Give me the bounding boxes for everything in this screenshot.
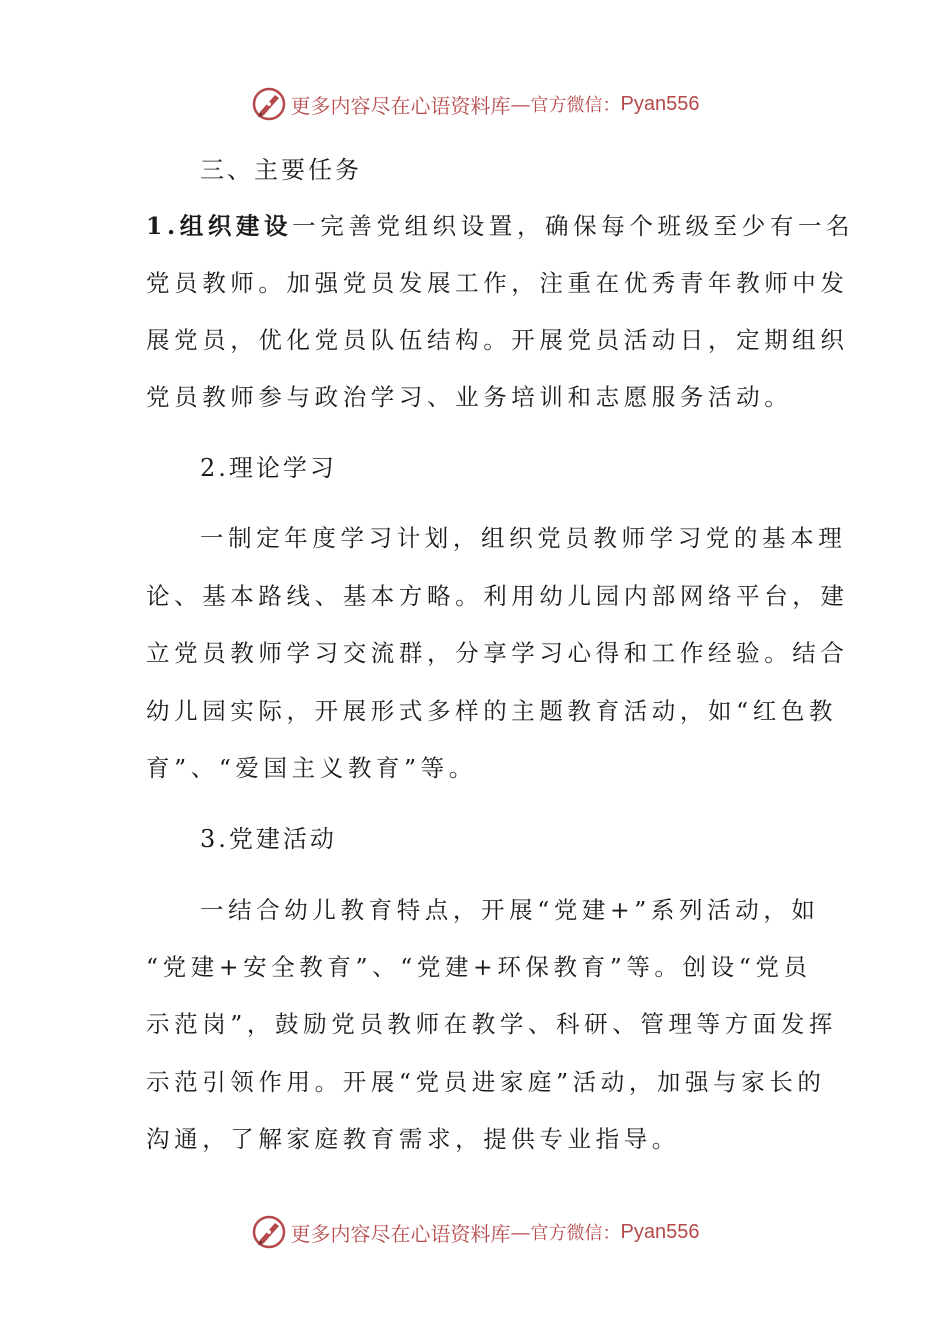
paragraph-line: 党员教师。加强党员发展工作，注重在优秀青年教师中发 (146, 269, 849, 297)
paragraph-line: 立党员教师学习交流群，分享学习心得和工作经验。结合 (146, 639, 849, 667)
header-banner (0, 84, 950, 124)
item-heading: 2.理论学习 (200, 454, 337, 482)
section-title: 三、主要任务 (200, 156, 362, 184)
paragraph-line: 育”、“爱国主义教育”等。 (146, 754, 477, 782)
item-text: 一完善党组织设置，确保每个班级至少有一名 (292, 212, 855, 240)
item-title: 1.组织建设 (146, 212, 293, 240)
banner-wechat-label: 官方微信： (530, 95, 621, 116)
pen-logo-icon (251, 1214, 287, 1250)
item-heading: 3.党建活动 (200, 825, 337, 853)
paragraph-line: 沟通，了解家庭教育需求，提供专业指导。 (146, 1125, 680, 1153)
paragraph-line: 示范引领作用。开展“党员进家庭”活动，加强与家长的 (146, 1068, 826, 1096)
pen-logo-icon (251, 86, 287, 122)
banner-dash: — (510, 1220, 531, 1244)
paragraph-line: 展党员，优化党员队伍结构。开展党员活动日，定期组织 (146, 326, 849, 354)
banner-wechat-label: 官方微信： (530, 1223, 621, 1244)
paragraph-line: 示范岗”，鼓励党员教师在教学、科研、管理等方面发挥 (146, 1010, 838, 1038)
paragraph-line: 幼儿园实际，开展形式多样的主题教育活动，如“红色教 (146, 697, 838, 725)
paragraph-line: 论、基本路线、基本方略。利用幼儿园内部网络平台，建 (146, 582, 849, 610)
banner-text: 更多内容尽在心语资料库 (290, 1221, 511, 1246)
banner-wechat-id: Pyan556 (620, 1220, 700, 1243)
paragraph-line: 一结合幼儿教育特点，开展“党建+”系列活动，如 (200, 896, 820, 924)
banner-text: 更多内容尽在心语资料库 (290, 93, 511, 118)
banner-wechat-id: Pyan556 (620, 92, 700, 115)
banner-dash: — (510, 92, 531, 116)
paragraph-line: 党员教师参与政治学习、业务培训和志愿服务活动。 (146, 383, 793, 411)
paragraph-line: “党建+安全教育”、“党建+环保教育”等。创设“党员 (146, 953, 812, 981)
paragraph-line: 一制定年度学习计划，组织党员教师学习党的基本理 (200, 524, 847, 552)
footer-banner (0, 1212, 950, 1252)
paragraph-line (146, 210, 855, 242)
